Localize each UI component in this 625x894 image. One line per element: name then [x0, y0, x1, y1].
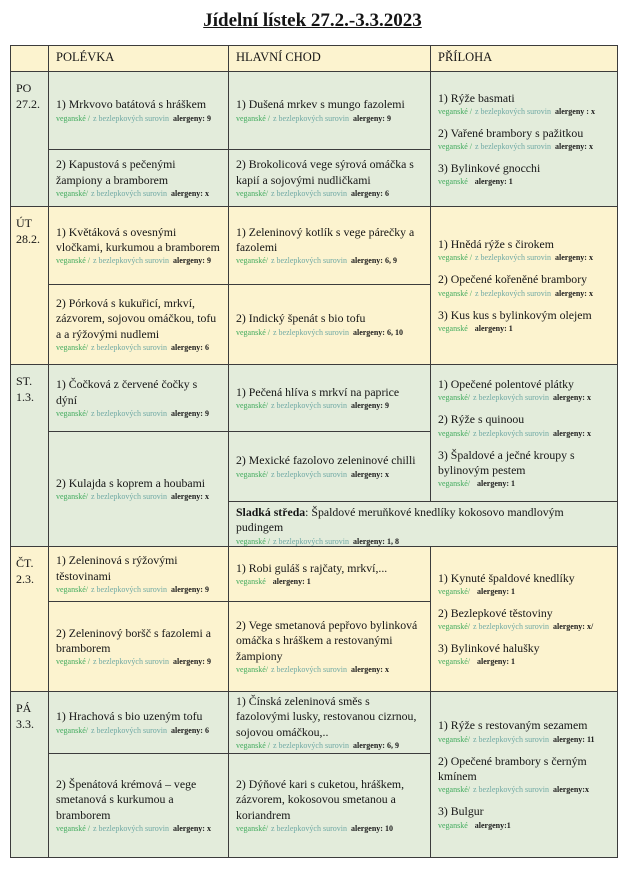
vegan-tag: veganské/: [56, 492, 88, 502]
vegan-tag: veganské/: [236, 256, 268, 266]
glutenfree-tag: z bezlepkových surovin: [273, 327, 349, 337]
dish-name: [236, 505, 610, 536]
glutenfree-tag: z bezlepkových surovin: [271, 469, 347, 479]
vegan-tag: veganské /: [438, 106, 472, 116]
side-item: [438, 91, 610, 117]
allergen-tag: alergeny: 1: [477, 657, 515, 667]
dish-name: 2) Mexické fazolovo zeleninové chilli: [236, 453, 416, 468]
dish-tags: [56, 585, 221, 595]
dish-tags: [438, 479, 610, 489]
side-item: [438, 571, 610, 597]
allergen-tag: alergeny:1: [474, 820, 511, 830]
side-cell: [431, 207, 617, 365]
soup-cell: [49, 285, 229, 365]
dish-name: 1) Čínská zeleninová směs s fazolovými lusky, restovanou cizrnou, sojovou omáčkou,..: [236, 694, 417, 739]
glutenfree-tag: z bezlepkových surovin: [91, 188, 167, 198]
dish-tags: [438, 735, 610, 745]
dish-name: 3) Bylinkové gnocchi: [438, 161, 541, 176]
sweet-wednesday-label: Sladká středa: [236, 505, 306, 519]
allergen-tag: alergeny: 6: [170, 342, 209, 352]
side-item: [438, 448, 610, 490]
allergen-tag: alergeny: x: [554, 253, 593, 263]
day-date: 28.2.: [16, 231, 40, 246]
allergen-tag: alergeny: 6, 9: [352, 740, 399, 750]
day-row-po: [11, 72, 617, 207]
dish-tags: [236, 401, 423, 411]
dish-tags: [56, 824, 221, 834]
dish-tags: [438, 107, 610, 117]
side-cell: [431, 72, 617, 207]
allergen-tag: alergeny: x: [552, 428, 591, 438]
glutenfree-tag: z bezlepkových surovin: [271, 401, 347, 411]
soup-cell: [49, 692, 229, 754]
main-cell: [229, 602, 431, 692]
allergen-tag: alergeny: x: [170, 188, 209, 198]
vegan-tag: veganské/: [56, 408, 88, 418]
allergen-tag: alergeny: 6, 10: [352, 327, 403, 337]
glutenfree-tag: z bezlepkových surovin: [475, 106, 551, 116]
dish-name: 2) Kulajda s koprem a houbami: [56, 475, 206, 490]
vegan-tag: veganské /: [236, 327, 270, 337]
dish-name: 2) Bezlepkové těstoviny: [438, 605, 553, 620]
dish-tags: [56, 409, 221, 419]
day-row-ct: [11, 547, 617, 692]
vegan-tag: veganské/: [438, 586, 470, 596]
side-item: [438, 237, 610, 263]
day-abbrev: PO: [16, 81, 32, 95]
dish-tags: [236, 577, 423, 587]
glutenfree-tag: z bezlepkových surovin: [91, 725, 167, 735]
side-cell: [431, 365, 617, 502]
dish-name: 1) Robi guláš s rajčaty, mrkví,...: [236, 560, 388, 575]
allergen-tag: alergeny: 9: [170, 584, 209, 594]
allergen-tag: alergeny: x: [170, 492, 209, 502]
allergen-tag: alergeny: 1: [474, 177, 513, 187]
dish-tags: [438, 142, 610, 152]
dish-name: 2) Brokolicová vege sýrová omáčka s kapií a sojovými nudličkami: [236, 157, 414, 187]
day-date: 3.3.: [16, 716, 34, 731]
main-cell: [229, 72, 431, 150]
dish-name: 1) Květáková s ovesnými vločkami, kurkumou a bramborem: [56, 224, 220, 254]
day-date: 2.3.: [16, 571, 34, 586]
vegan-tag: veganské /: [56, 823, 90, 833]
glutenfree-tag: z bezlepkových surovin: [91, 342, 167, 352]
day-label: [11, 547, 49, 692]
side-cell: [431, 547, 617, 692]
side-item: [438, 126, 610, 152]
main-cell: [229, 547, 431, 602]
vegan-tag: veganské/: [438, 393, 470, 403]
dish-name: 3) Kus kus s bylinkovým olejem: [438, 307, 592, 322]
glutenfree-tag: z bezlepkových surovin: [271, 188, 347, 198]
vegan-tag: veganské/: [236, 664, 268, 674]
allergen-tag: alergeny: 9: [172, 256, 211, 266]
soup-cell: [49, 72, 229, 150]
dish-name: 3) Bylinkové halušky: [438, 641, 540, 656]
dish-tags: [56, 114, 221, 124]
dish-tags: [438, 393, 610, 403]
allergen-tag: alergeny: 9: [172, 113, 211, 123]
dish-name: 2) Dýňové kari s cuketou, hráškem, zázvorem, kokosovou smetanou a koriandrem: [236, 777, 405, 822]
dish-name: 2) Rýže s quinoou: [438, 412, 525, 427]
allergen-tag: alergeny: 1: [272, 577, 311, 587]
main-cell: [229, 754, 431, 857]
vegan-tag: veganské/: [438, 734, 470, 744]
allergen-tag: alergeny: x: [554, 288, 593, 298]
allergen-tag: alergeny: 11: [552, 734, 595, 744]
soup-cell: [49, 365, 229, 432]
dish-name: 2) Opečené brambory s černým kmínem: [438, 753, 587, 783]
allergen-tag: alergeny: x: [554, 142, 593, 152]
dish-tags: [236, 665, 423, 675]
dish-tags: [438, 429, 610, 439]
side-item: [438, 272, 610, 298]
vegan-tag: veganské/: [236, 401, 268, 411]
side-item: [438, 377, 610, 403]
day-abbrev: ČT.: [16, 556, 34, 570]
dish-tags: [236, 537, 610, 547]
column-header-main: HLAVNÍ CHOD: [229, 46, 431, 72]
dish-tags: [438, 253, 610, 263]
menu-table: [10, 45, 618, 858]
dish-name: 2) Vege smetanová pepřovo bylinková omáčka s hráškem a restovanými žampiony: [236, 618, 418, 663]
dish-tags: [236, 470, 423, 480]
main-cell: [229, 365, 431, 432]
allergen-tag: alergeny: x: [350, 664, 389, 674]
dish-name: 2) Pórková s kukuřicí, mrkví, zázvorem, sojovou omáčkou, tofu a a rýžovými nudlemi: [56, 296, 217, 341]
dish-tags: [438, 289, 610, 299]
dish-name: 1) Kynuté špaldové knedlíky: [438, 570, 575, 585]
vegan-tag: veganské /: [438, 288, 472, 298]
soup-cell: [49, 432, 229, 547]
glutenfree-tag: z bezlepkových surovin: [473, 785, 549, 795]
glutenfree-tag: z bezlepkových surovin: [273, 740, 349, 750]
dish-name: 2) Kapustová s pečenými žampiony a bramborem: [56, 157, 176, 187]
glutenfree-tag: z bezlepkových surovin: [475, 288, 551, 298]
vegan-tag: veganské/: [438, 785, 470, 795]
glutenfree-tag: z bezlepkových surovin: [473, 734, 549, 744]
side-item: [438, 718, 610, 744]
soup-cell: [49, 547, 229, 602]
day-abbrev: PÁ: [16, 701, 32, 715]
glutenfree-tag: z bezlepkových surovin: [93, 256, 169, 266]
allergen-tag: alergeny: 9: [170, 408, 209, 418]
vegan-tag: veganské/: [56, 584, 88, 594]
allergen-tag: alergeny: 1: [474, 323, 513, 333]
glutenfree-tag: z bezlepkových surovin: [91, 408, 167, 418]
vegan-tag: veganské/: [438, 479, 470, 489]
glutenfree-tag: z bezlepkových surovin: [475, 142, 551, 152]
column-header-side: PŘÍLOHA: [431, 46, 617, 72]
side-cell: [431, 692, 617, 857]
glutenfree-tag: z bezlepkových surovin: [271, 823, 347, 833]
vegan-tag: veganské /: [56, 657, 90, 667]
allergen-tag: alergeny: 9: [172, 657, 211, 667]
allergen-tag: alergeny: 1, 8: [352, 536, 399, 546]
vegan-tag: veganské: [236, 577, 266, 587]
day-date: 27.2.: [16, 96, 40, 111]
allergen-tag: alergeny: x: [552, 393, 591, 403]
vegan-tag: veganské/: [438, 622, 470, 632]
day-label: [11, 365, 49, 547]
allergen-tag: alergeny: x: [350, 469, 389, 479]
glutenfree-tag: z bezlepkových surovin: [271, 664, 347, 674]
header-row: [11, 46, 617, 72]
vegan-tag: veganské/: [438, 657, 470, 667]
allergen-tag: alergeny: 6: [170, 725, 209, 735]
dish-tags: [438, 657, 610, 667]
vegan-tag: veganské /: [56, 113, 90, 123]
dish-name: 3) Špaldové a ječné kroupy s bylinovým pestem: [438, 447, 575, 477]
main-cell: [229, 432, 431, 502]
glutenfree-tag: z bezlepkových surovin: [273, 536, 349, 546]
side-item: [438, 641, 610, 667]
glutenfree-tag: z bezlepkových surovin: [273, 113, 349, 123]
day-abbrev: ST.: [16, 374, 33, 388]
day-abbrev: ÚT: [16, 216, 32, 230]
day-row-st: [11, 365, 617, 547]
side-item: [438, 412, 610, 438]
allergen-tag: alergeny: 10: [350, 823, 393, 833]
dish-name: 1) Hnědá rýže s čirokem: [438, 237, 554, 251]
vegan-tag: veganské/: [236, 469, 268, 479]
allergen-tag: alergeny: x/: [552, 622, 594, 632]
sweet-wednesday-cell: [229, 502, 617, 547]
main-cell: [229, 150, 431, 207]
side-item: [438, 308, 610, 334]
dish-name: 1) Čočková z červené čočky s dýní: [56, 377, 198, 407]
main-cell: [229, 285, 431, 365]
allergen-tag: alergeny: 9: [350, 401, 389, 411]
day-date: 1.3.: [16, 389, 34, 404]
vegan-tag: veganské/: [56, 188, 88, 198]
allergen-tag: alergeny: 6: [350, 188, 389, 198]
header-day-empty: [11, 46, 49, 72]
vegan-tag: veganské: [438, 177, 468, 187]
dish-name: 1) Opečené polentové plátky: [438, 376, 574, 391]
glutenfree-tag: z bezlepkových surovin: [93, 657, 169, 667]
dish-tags: [438, 324, 610, 334]
vegan-tag: veganské: [438, 820, 468, 830]
dish-tags: [236, 741, 423, 751]
dish-tags: [236, 114, 423, 124]
dish-tags: [56, 343, 221, 353]
glutenfree-tag: z bezlepkových surovin: [475, 253, 551, 263]
allergen-tag: alergeny: 6, 9: [350, 256, 397, 266]
allergen-tag: alergeny: x: [172, 823, 211, 833]
sweet-wednesday-text: : Špaldové meruňkové knedlíky kokosovo mandlovým pudingem: [236, 505, 564, 535]
dish-tags: [438, 622, 610, 632]
dish-tags: [56, 492, 221, 502]
dish-tags: [236, 824, 423, 834]
glutenfree-tag: z bezlepkových surovin: [473, 428, 549, 438]
day-row-ut: [11, 207, 617, 365]
side-item: [438, 804, 610, 830]
dish-tags: [438, 785, 610, 795]
dish-name: 3) Bulgur: [438, 804, 484, 819]
day-label: [11, 72, 49, 207]
dish-name: 1) Hrachová s bio uzeným tofu: [56, 709, 203, 724]
dish-name: 2) Indický špenát s bio tofu: [236, 311, 366, 326]
allergen-tag: alergeny: 1: [477, 479, 515, 489]
allergen-tag: alergeny:x: [552, 785, 589, 795]
dish-name: 2) Vařené brambory s pažitkou: [438, 125, 584, 140]
dish-tags: [438, 821, 610, 831]
dish-name: 1) Dušená mrkev s mungo fazolemi: [236, 97, 405, 112]
vegan-tag: veganské /: [438, 142, 472, 152]
side-item: [438, 606, 610, 632]
dish-name: 2) Opečené kořeněné brambory: [438, 272, 588, 287]
allergen-tag: alergeny: 1: [477, 586, 515, 596]
vegan-tag: veganské /: [438, 253, 472, 263]
vegan-tag: veganské/: [236, 823, 268, 833]
dish-name: 1) Rýže s restovaným sezamem: [438, 718, 588, 733]
dish-name: 2) Zeleninový boršč s fazolemi a bramborem: [56, 625, 211, 655]
dish-tags: [236, 189, 423, 199]
soup-cell: [49, 207, 229, 285]
vegan-tag: veganské /: [236, 113, 270, 123]
dish-tags: [56, 256, 221, 266]
dish-name: 1) Zeleninová s rýžovými těstovinami: [56, 553, 178, 583]
glutenfree-tag: z bezlepkových surovin: [91, 492, 167, 502]
dish-name: 1) Rýže basmati: [438, 90, 515, 105]
vegan-tag: veganské/: [56, 342, 88, 352]
glutenfree-tag: z bezlepkových surovin: [473, 393, 549, 403]
soup-cell: [49, 602, 229, 692]
soup-cell: [49, 150, 229, 207]
dish-tags: [438, 587, 610, 597]
allergen-tag: alergeny: 9: [352, 113, 391, 123]
vegan-tag: veganské /: [236, 740, 270, 750]
side-item: [438, 754, 610, 796]
dish-tags: [438, 177, 610, 187]
vegan-tag: veganské/: [236, 188, 268, 198]
dish-name: 1) Mrkvovo batátová s hráškem: [56, 97, 207, 112]
dish-name: 2) Špenátová krémová – vege smetanová s kurkumou a bramborem: [56, 777, 197, 822]
day-label: [11, 207, 49, 365]
glutenfree-tag: z bezlepkových surovin: [91, 584, 167, 594]
main-cell: [229, 207, 431, 285]
glutenfree-tag: z bezlepkových surovin: [271, 256, 347, 266]
vegan-tag: veganské /: [236, 536, 270, 546]
dish-tags: [56, 189, 221, 199]
allergen-tag: alergeny : x: [554, 106, 595, 116]
glutenfree-tag: z bezlepkových surovin: [473, 622, 549, 632]
vegan-tag: veganské /: [56, 256, 90, 266]
vegan-tag: veganské/: [438, 428, 470, 438]
dish-tags: [56, 726, 221, 736]
vegan-tag: veganské: [438, 323, 468, 333]
day-row-pa: [11, 692, 617, 857]
vegan-tag: veganské/: [56, 725, 88, 735]
dish-name: 1) Zeleninový kotlík s vege párečky a fazolemi: [236, 224, 415, 254]
dish-tags: [236, 256, 423, 266]
side-item: [438, 161, 610, 187]
glutenfree-tag: z bezlepkových surovin: [93, 823, 169, 833]
dish-tags: [236, 328, 423, 338]
soup-cell: [49, 754, 229, 857]
dish-tags: [56, 657, 221, 667]
glutenfree-tag: z bezlepkových surovin: [93, 113, 169, 123]
column-header-soup: POLÉVKA: [49, 46, 229, 72]
day-label: [11, 692, 49, 857]
page-title: Jídelní lístek 27.2.-3.3.2023: [203, 10, 422, 31]
main-cell: [229, 692, 431, 754]
dish-name: 1) Pečená hlíva s mrkví na paprice: [236, 384, 400, 399]
